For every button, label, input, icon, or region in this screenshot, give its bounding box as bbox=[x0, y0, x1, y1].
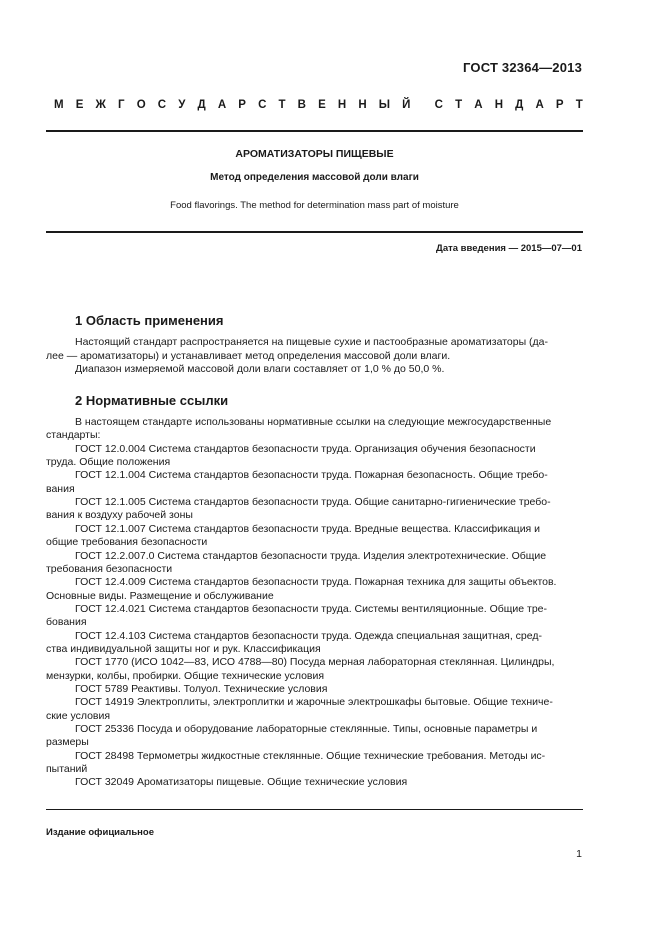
section-1-paragraph-1-cont bbox=[46, 350, 583, 364]
reference-line bbox=[46, 750, 583, 764]
reference-text: ские условия bbox=[46, 709, 111, 722]
reference-line bbox=[46, 643, 583, 657]
heading-letter: М bbox=[54, 99, 64, 111]
reference-text: размеры bbox=[46, 736, 89, 749]
section-1-line: Настоящий стандарт распространяется на пищевые сухие и пастообразные ароматизаторы (да- bbox=[75, 336, 548, 348]
reference-line bbox=[46, 710, 583, 724]
heading-letter: А bbox=[474, 99, 483, 111]
introduction-date: Дата введения — 2015—07—01 bbox=[436, 243, 582, 254]
reference-text: В настоящем стандарте использованы нормативные ссылки на следующие межгосударственные bbox=[75, 416, 552, 428]
reference-text: общие требования безопасности bbox=[46, 536, 208, 549]
section-2-heading: 2 Нормативные ссылки bbox=[75, 393, 229, 408]
reference-text: ГОСТ 12.4.103 Система стандартов безопасности труда. Одежда специальная защитная, сред- bbox=[75, 629, 543, 642]
section-1-heading: 1 Область применения bbox=[75, 313, 224, 328]
reference-line bbox=[46, 656, 583, 670]
heading-letter: Н bbox=[494, 99, 504, 111]
reference-line bbox=[46, 763, 583, 777]
heading-letter: Т bbox=[575, 99, 583, 111]
reference-text: ГОСТ 12.1.004 Система стандартов безопасности труда. Пожарная безопасность. Общие требо- bbox=[75, 469, 548, 482]
heading-letter: Ы bbox=[378, 99, 391, 111]
reference-line bbox=[46, 590, 583, 604]
reference-text: мензурки, колбы, пробирки. Общие технические условия bbox=[46, 669, 325, 682]
heading-letter: У bbox=[178, 99, 186, 111]
heading-letter: Д bbox=[197, 99, 206, 111]
gost-number: ГОСТ 32364—2013 bbox=[463, 60, 582, 75]
reference-line bbox=[46, 416, 583, 430]
reference-line bbox=[46, 523, 583, 537]
reference-line bbox=[46, 456, 583, 470]
reference-text: ГОСТ 12.1.005 Система стандартов безопасности труда. Общие санитарно-гигиенические требо- bbox=[75, 496, 551, 509]
reference-line bbox=[46, 736, 583, 750]
reference-line bbox=[46, 536, 583, 550]
heading-letter: С bbox=[434, 99, 443, 111]
reference-text: ГОСТ 12.4.021 Система стандартов безопасности труда. Системы вентиляционные. Общие тре- bbox=[75, 602, 547, 615]
heading-letter: Й bbox=[402, 99, 411, 111]
reference-line bbox=[46, 443, 583, 457]
heading-letter: Т bbox=[455, 99, 463, 111]
reference-line bbox=[46, 776, 583, 790]
reference-line bbox=[46, 696, 583, 710]
heading-letter: С bbox=[258, 99, 267, 111]
reference-text: Основные виды. Размещение и обслуживание bbox=[46, 589, 274, 602]
reference-line bbox=[46, 603, 583, 617]
reference-text: ГОСТ 25336 Посуда и оборудование лабораторные стеклянные. Типы, основные параметры и bbox=[75, 723, 538, 736]
reference-text: ГОСТ 28498 Термометры жидкостные стеклянные. Общие технические требования. Методы ис- bbox=[75, 749, 546, 762]
reference-text: труда. Общие положения bbox=[46, 456, 171, 469]
title-rule bbox=[46, 231, 583, 233]
section-1-paragraph-2 bbox=[46, 363, 583, 377]
reference-line bbox=[46, 616, 583, 630]
reference-line bbox=[46, 630, 583, 644]
reference-text: ГОСТ 12.1.007 Система стандартов безопасности труда. Вредные вещества. Классификация и bbox=[75, 522, 541, 535]
heading-letter: Н bbox=[358, 99, 367, 111]
reference-line bbox=[46, 550, 583, 564]
reference-line bbox=[46, 723, 583, 737]
heading-letter: В bbox=[297, 99, 306, 111]
reference-line bbox=[46, 509, 583, 523]
heading-letter: А bbox=[217, 99, 227, 111]
reference-text: бования bbox=[46, 616, 87, 629]
reference-text: вания bbox=[46, 482, 75, 495]
section-1-line: Диапазон измеряемой массовой доли влаги составляет от 1,0 % до 50,0 %. bbox=[75, 363, 445, 375]
english-title: Food flavorings. The method for determination mass part of moisture bbox=[170, 200, 459, 211]
document-subtitle: Метод определения массовой доли влаги bbox=[210, 172, 419, 183]
heading-letter: Г bbox=[118, 99, 125, 111]
heading-letter: Т bbox=[278, 99, 286, 111]
heading-letter: Н bbox=[337, 99, 347, 111]
reference-text: требования безопасности bbox=[46, 562, 173, 575]
section-1-line: лее — ароматизаторы) и устанавливает метод определения массовой доли влаги. bbox=[46, 349, 451, 362]
reference-line bbox=[46, 670, 583, 684]
reference-text: ГОСТ 5789 Реактивы. Толуол. Технические условия bbox=[75, 683, 328, 695]
heading-letter: Р bbox=[555, 99, 564, 111]
reference-text: пытаний bbox=[46, 763, 88, 776]
reference-text: вания к воздуху рабочей зоны bbox=[46, 509, 193, 522]
page-number: 1 bbox=[576, 848, 582, 860]
reference-text: ГОСТ 12.4.009 Система стандартов безопасности труда. Пожарная техника для защиты объектов. bbox=[75, 576, 557, 589]
standard-type-heading bbox=[54, 99, 583, 111]
heading-letter: С bbox=[157, 99, 167, 111]
top-rule bbox=[46, 130, 583, 132]
reference-line bbox=[46, 563, 583, 577]
heading-letter: Ж bbox=[95, 99, 106, 111]
document-title: АРОМАТИЗАТОРЫ ПИЩЕВЫЕ bbox=[235, 148, 394, 160]
heading-letter: А bbox=[535, 99, 544, 111]
reference-text: стандарты: bbox=[46, 429, 101, 442]
footer-rule bbox=[46, 809, 583, 810]
heading-letter: Е bbox=[318, 99, 326, 111]
reference-text: ГОСТ 12.2.007.0 Система стандартов безопасности труда. Изделия электротехнические. Общие bbox=[75, 549, 547, 562]
reference-text: ГОСТ 1770 (ИСО 1042—83, ИСО 4788—80) Посуда мерная лабораторная стеклянная. Цилиндры, bbox=[75, 656, 555, 669]
heading-letter: Е bbox=[75, 99, 84, 111]
reference-line bbox=[46, 469, 583, 483]
reference-line bbox=[46, 429, 583, 443]
reference-text: ГОСТ 32049 Ароматизаторы пищевые. Общие технические условия bbox=[75, 776, 408, 789]
reference-line bbox=[46, 496, 583, 510]
section-1-paragraph-1 bbox=[46, 336, 583, 350]
heading-letter: Д bbox=[515, 99, 524, 111]
reference-text: ства индивидуальной защиты ног и рук. Классификация bbox=[46, 642, 321, 655]
heading-letter: О bbox=[136, 99, 146, 111]
reference-text: ГОСТ 12.0.004 Система стандартов безопасности труда. Организация обучения безопасности bbox=[75, 442, 536, 455]
reference-line bbox=[46, 483, 583, 497]
reference-text: ГОСТ 14919 Электроплиты, электроплитки и жарочные электрошкафы бытовые. Общие техниче- bbox=[75, 696, 553, 709]
reference-line bbox=[46, 683, 583, 697]
official-edition-label: Издание официальное bbox=[46, 827, 154, 838]
heading-letter: Р bbox=[238, 99, 246, 111]
reference-line bbox=[46, 576, 583, 590]
